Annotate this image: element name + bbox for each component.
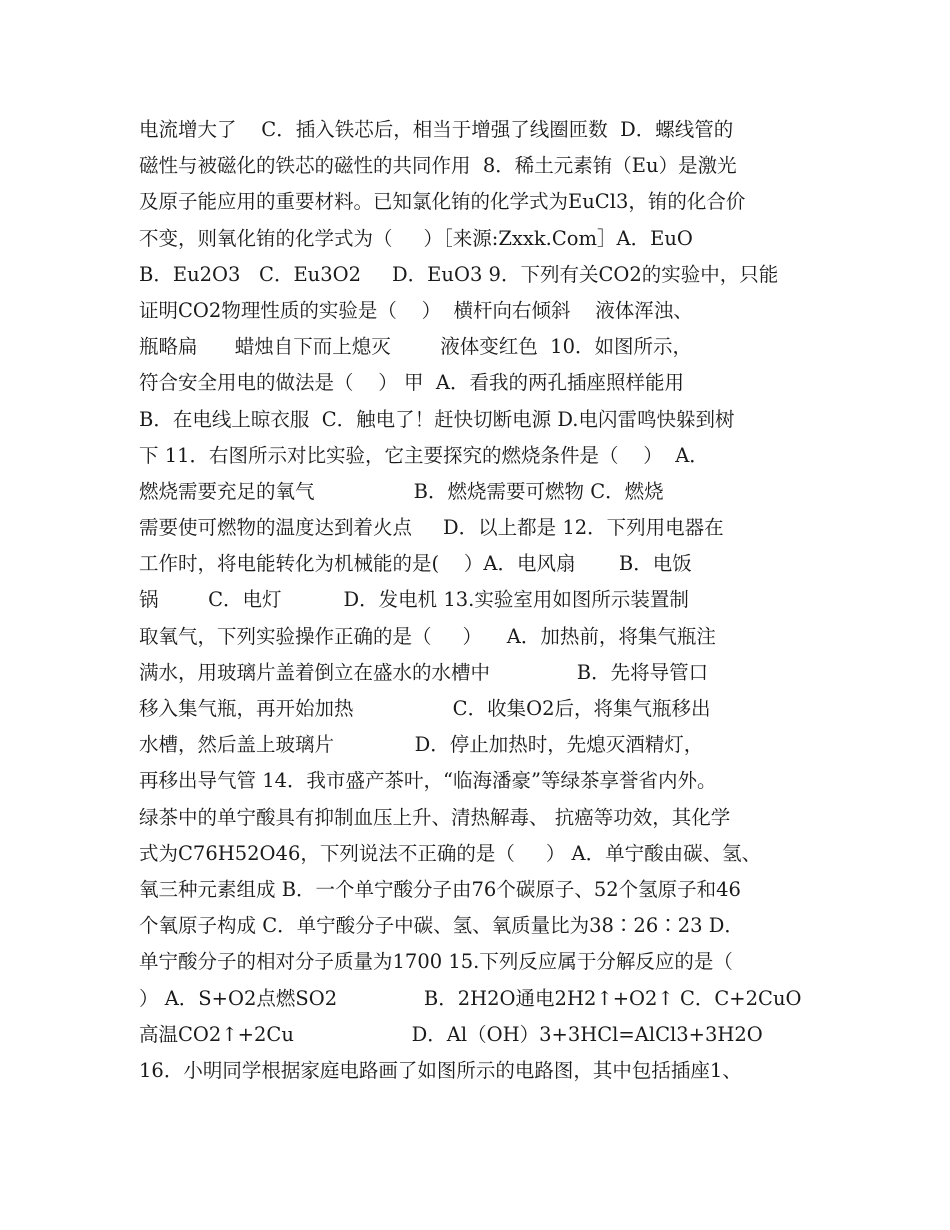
text-line: 高温CO2↑+2Cu D．Al（OH）3+3HCl=AlCl3+3H2O <box>139 1022 763 1046</box>
text-line: 个氧原子构成 C．单宁酸分子中碳、氢、氧质量比为38∶26∶23 D． <box>139 914 744 938</box>
text-line: 符合安全用电的做法是（ ） 甲 A．看我的两孔插座照样能用 <box>139 371 684 395</box>
text-line: 绿茶中的单宁酸具有抑制血压上升、清热解毒、 抗癌等功效，其化学 <box>139 805 731 829</box>
text-line: 磁性与被磁化的铁芯的磁性的共同作用 8．稀土元素铕（Eu）是激光 <box>139 154 737 178</box>
text-line: 工作时，将电能转化为机械能的是( ）A．电风扇 B．电饭 <box>139 552 692 576</box>
text-line: 及原子能应用的重要材料。已知氯化铕的化学式为EuCl3，铕的化合价 <box>139 190 746 214</box>
text-line: 氧三种元素组成 B．一个单宁酸分子由76个碳原子、52个氢原子和46 <box>139 877 741 901</box>
text-line: 燃烧需要充足的氧气 B．燃烧需要可燃物 C．燃烧 <box>139 479 664 503</box>
text-line: 锅 C．电灯 D．发电机 13.实验室用如图所示装置制 <box>139 588 689 612</box>
text-line: 瓶略扁 蜡烛自下而上熄灭 液体变红色 10．如图所示， <box>139 335 692 359</box>
text-line: 不变，则氧化铕的化学式为（ ）［来源:Zxxk.Com］A．EuO <box>139 226 693 250</box>
text-line: 满水，用玻璃片盖着倒立在盛水的水槽中 B．先将导管口 <box>139 660 709 684</box>
text-line: 再移出导气管 14．我市盛产茶叶，“临海潘豪”等绿茶享誉省内外。 <box>139 769 717 793</box>
text-line: B．在电线上晾衣服 C．触电了！赶快切断电源 D.电闪雷鸣快躲到树 <box>139 407 735 431</box>
text-line: 取氧气，下列实验操作正确的是（ ） A．加热前，将集气瓶注 <box>139 624 716 648</box>
text-line: B．Eu2O3 C．Eu3O2 D．EuO3 9．下列有关CO2的实验中，只能 <box>139 262 779 286</box>
text-line: 下 11．右图所示对比实验，它主要探究的燃烧条件是（ ） A． <box>139 443 709 467</box>
text-line: 单宁酸分子的相对分子质量为1700 15.下列反应属于分解反应的是（ <box>139 950 733 974</box>
text-line: 证明CO2物理性质的实验是（ ） 横杆向右倾斜 液体浑浊、 <box>139 298 693 322</box>
body-text <box>139 112 829 1089</box>
text-line: 式为C76H52O46，下列说法不正确的是（ ） A．单宁酸由碳、氢、 <box>139 841 762 865</box>
text-line: 移入集气瓶，再开始加热 C．收集O2后，将集气瓶移出 <box>139 697 711 720</box>
text-line: 需要使可燃物的温度达到着火点 D．以上都是 12．下列用电器在 <box>139 516 724 540</box>
text-line: 水槽，然后盖上玻璃片 D．停止加热时，先熄灭酒精灯， <box>139 733 704 757</box>
text-line: ） A．S+O2点燃SO2 B．2H2O通电2H2↑+O2↑ C．C+2CuO <box>139 986 802 1010</box>
text-line: 电流增大了 C．插入铁芯后，相当于增强了线圈匝数 D．螺线管的 <box>139 118 734 141</box>
text-line: 16．小明同学根据家庭电路画了如图所示的电路图，其中包括插座1、 <box>139 1058 742 1082</box>
